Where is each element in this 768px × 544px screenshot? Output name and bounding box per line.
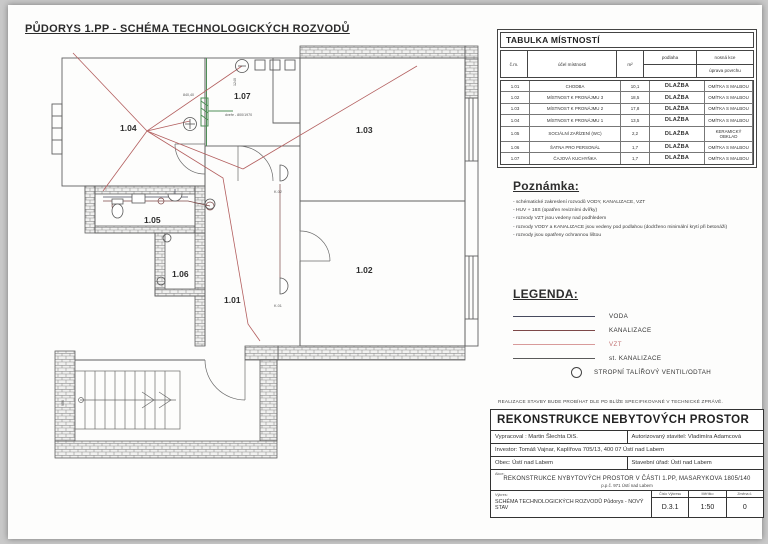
legend-item xyxy=(513,352,763,365)
table-cell: DLAŽBA xyxy=(650,142,705,152)
legend-item xyxy=(513,366,763,379)
note-item: - HUV + 16S (opatřen revizními dvířky) xyxy=(513,208,598,214)
table-cell: OMÍTKA S MALBOU xyxy=(705,115,753,125)
room-label-102: 1.02 xyxy=(356,265,373,275)
table-cell: 1.04 xyxy=(501,115,530,125)
room-label-101: 1.01 xyxy=(224,295,241,305)
table-cell: DLAŽBA xyxy=(650,104,705,114)
room-table xyxy=(497,29,757,168)
table-cell: MÍSTNOST K PRONÁJMU 2 xyxy=(530,104,621,114)
ceiling-valve-icon xyxy=(571,367,582,378)
table-cell: MÍSTNOST K PRONÁJMU 1 xyxy=(530,115,621,125)
table-cell: 1.02 xyxy=(501,92,530,102)
notes-list xyxy=(513,200,763,238)
tb-urad: Stavební úřad: Ústí nad Labem xyxy=(631,460,712,466)
room-label-104: 1.04 xyxy=(120,123,137,133)
tb-meritko-label: Měřítko xyxy=(689,491,725,498)
header-floor: podlaha xyxy=(644,51,697,64)
table-row xyxy=(501,153,753,163)
floor-plan xyxy=(28,41,488,523)
legend-label: KANALIZACE xyxy=(609,327,652,334)
table-cell: 1.03 xyxy=(501,104,530,114)
tb-obec: Obec: Ústí nad Labem xyxy=(491,457,628,469)
sheet-title: PŮDORYS 1.PP - SCHÉMA TECHNOLOGICKÝCH ROZVODŮ xyxy=(25,23,350,35)
header-floor-empty xyxy=(644,65,697,78)
legend-item xyxy=(513,338,763,351)
table-cell: 1,7 xyxy=(621,142,650,152)
tb-vypracoval: Vypracoval : Martin Šlechta DiS. xyxy=(491,431,628,443)
table-cell: OMÍTKA S MALBOU xyxy=(705,81,753,91)
table-cell: ŠATNA PRO PERSONÁL xyxy=(530,142,621,152)
tb-drawing-number xyxy=(652,491,689,517)
tb-scale xyxy=(689,491,726,517)
table-row xyxy=(501,104,753,115)
legend-line-swatch xyxy=(513,358,595,359)
room-label-106: 1.06 xyxy=(172,269,189,279)
table-cell: MÍSTNOST K PRONÁJMU 3 xyxy=(530,92,621,102)
tb-revision xyxy=(727,491,763,517)
table-row xyxy=(501,127,753,142)
fixture-label-k01: K.01 xyxy=(274,304,282,308)
tb-meritko-value: 1:50 xyxy=(700,504,715,511)
tb-cislo-value: D.3.1 xyxy=(661,504,679,511)
legend-line-swatch xyxy=(513,316,595,317)
table-cell: SOCIÁLNÍ ZAŘÍZENÍ (WC) xyxy=(530,127,621,141)
note-item: - rozvody VODY a KANALIZACE jsou vedeny pod podlahou (dodrženo minimální krytí při betonáži) xyxy=(513,224,728,230)
table-cell: 10,1 xyxy=(621,81,650,91)
table-cell: 1,7 xyxy=(621,153,650,163)
note-item: - rozvody VZT jsou vedeny nad podhledem xyxy=(513,216,607,222)
table-row xyxy=(501,92,753,103)
room-label-105: 1.05 xyxy=(144,215,161,225)
note-item: - schématické zakreslení rozvodů VODY, KANALIZACE, VZT xyxy=(513,200,646,205)
notes xyxy=(513,179,763,241)
room-label-103: 1.03 xyxy=(356,125,373,135)
legend-line-swatch xyxy=(513,330,595,331)
table-cell: 1.05 xyxy=(501,127,530,141)
tb-akce xyxy=(491,470,763,490)
room-label-107: 1.07 xyxy=(234,91,251,101)
table-row xyxy=(501,142,753,153)
tb-vykres-text: SCHÉMA TECHNOLOGICKÝCH ROZVODŮ Půdorys - NOVÝ STAV xyxy=(495,499,644,511)
table-cell: DLAŽBA xyxy=(650,127,705,141)
note-item: - rozvody jsou opatřeny ochrannou lištou xyxy=(513,232,602,238)
table-cell: KERAMICKÝ OBKLAD xyxy=(705,127,753,141)
table-cell: CHODBA xyxy=(530,81,621,91)
room-table-rows xyxy=(500,80,754,165)
legend-items xyxy=(513,310,763,379)
table-cell: OMÍTKA S MALBOU xyxy=(705,104,753,114)
new-wall-green xyxy=(201,58,233,146)
notes-title: Poznámka: xyxy=(513,179,580,193)
tb-zmena-value: 0 xyxy=(742,504,747,511)
legend-label: VODA xyxy=(609,313,629,320)
table-row xyxy=(501,81,753,92)
table-cell: 17,8 xyxy=(621,104,650,114)
table-cell: DLAŽBA xyxy=(650,153,705,163)
header-structure: nosná kce xyxy=(714,54,736,60)
legend-label: STROPNÍ TALÍŘOVÝ VENTIL/ODTAH xyxy=(594,369,712,376)
title-block-main-title: REKONSTRUKCE NEBYTOVÝCH PROSTOR xyxy=(497,414,750,426)
tb-cislo-label: Číslo Výkresu xyxy=(652,491,688,498)
tb-akce-label: Akce: xyxy=(495,472,505,476)
table-cell: OMÍTKA S MALBOU xyxy=(705,153,753,163)
tb-akce-text: REKONSTRUKCE NYBYTOVÝCH PROSTOR V ČÁSTI 1.PP, MASARYKOVA 1805/140 xyxy=(503,476,751,482)
table-cell: 1.06 xyxy=(501,142,530,152)
legend-line-swatch xyxy=(513,344,595,345)
tb-akce-sub: p.p.č. 971 Ústí nad Labem xyxy=(601,483,653,488)
table-cell: OMÍTKA S MALBOU xyxy=(705,142,753,152)
tb-investor: Investor: Tomáš Vajnar, Kaplířova 705/13, 400 07 Ústí nad Labem xyxy=(495,447,664,453)
table-cell: DLAŽBA xyxy=(650,81,705,91)
legend-label: st. KANALIZACE xyxy=(609,355,662,362)
room-table-title: TABULKA MÍSTNOSTÍ xyxy=(500,32,754,48)
legend-item xyxy=(513,324,763,337)
drawing-sheet xyxy=(8,5,762,539)
legend xyxy=(513,287,763,380)
dim-1240: 1240 xyxy=(233,78,237,86)
table-cell: 1.07 xyxy=(501,153,530,163)
fixture-label-k02: K.02 xyxy=(274,190,282,194)
table-row xyxy=(501,115,753,126)
tb-zmena-label: Změna č. xyxy=(727,491,763,498)
table-cell: DLAŽBA xyxy=(650,92,705,102)
table-cell: 2,2 xyxy=(621,127,650,141)
table-cell: DLAŽBA xyxy=(650,115,705,125)
table-cell: ČAJOVÁ KUCHYŇKA xyxy=(530,153,621,163)
realization-notice: REALIZACE STAVBY BUDE PROBÍHAT DLE PD BLÍŽE SPECIFIKOVANÉ V TECHNICKÉ ZPRÁVĚ. xyxy=(498,399,724,404)
room-table-header xyxy=(500,50,754,78)
tb-vykres-label: Výkres: xyxy=(495,493,508,497)
header-purpose: účel místnosti xyxy=(528,51,617,77)
header-area: m² xyxy=(617,51,644,77)
hatched-walls xyxy=(55,46,478,458)
dim-900: 900 xyxy=(61,400,65,406)
legend-label: VZT xyxy=(609,341,622,348)
table-cell: 13,5 xyxy=(621,115,650,125)
tb-autorizoval: Autorizovaný stavitel: Vladimíra Adamcová xyxy=(631,434,742,440)
table-cell: 18,5 xyxy=(621,92,650,102)
door-note: dveře - 800/1970 xyxy=(225,113,253,117)
header-num: č.m. xyxy=(501,51,528,77)
staircase xyxy=(75,371,180,429)
table-cell: 1.01 xyxy=(501,81,530,91)
tb-vykres xyxy=(491,491,652,517)
dim-840: 840,40 xyxy=(183,93,194,97)
header-surface: úprava povrchu xyxy=(709,68,741,74)
legend-item xyxy=(513,310,763,323)
legend-title: LEGENDA: xyxy=(513,287,579,301)
table-cell: OMÍTKA S MALBOU xyxy=(705,92,753,102)
title-block xyxy=(490,409,764,518)
